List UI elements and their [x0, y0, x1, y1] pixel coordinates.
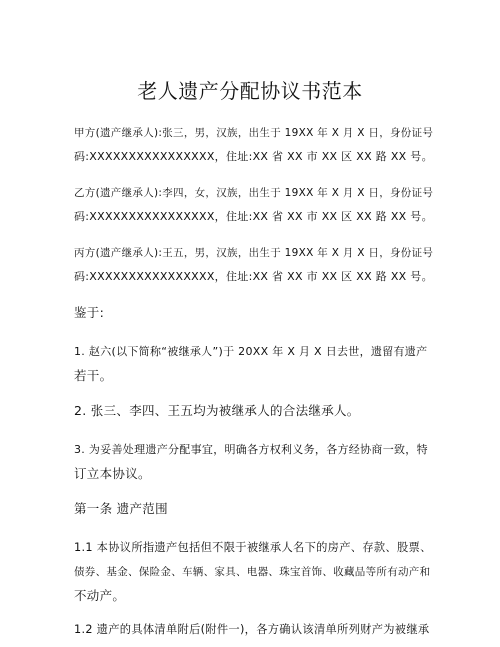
paragraph-party-c — [74, 241, 434, 289]
text-line: 甲方(遗产继承人):张三，男，汉族，出生于 19XX 年 X 月 X 日，身份证号 — [74, 127, 434, 139]
text-line: 若干。 — [74, 368, 113, 383]
paragraph-article-1-2 — [74, 618, 434, 642]
document-title: 老人遗产分配协议书范本 — [137, 79, 363, 103]
text-line: 不动产。 — [74, 588, 126, 603]
text-line: 码:XXXXXXXXXXXXXXXX，住址:XX 省 XX 市 XX 区 XX 路 XX 号。 — [74, 210, 433, 223]
text-line: 2. 张三、李四、王五均为被继承人的合法继承人。 — [74, 403, 360, 418]
text-line: 丙方(遗产继承人):王五，男，汉族，出生于 19XX 年 X 月 X 日，身份证号 — [74, 247, 434, 259]
paragraph-whereas — [74, 301, 434, 325]
text-line: 1.1 本协议所指遗产包括但不限于被继承人名下的房产、存款、股票、 — [74, 541, 432, 554]
text-line: 1. 赵六(以下简称“被继承人”)于 20XX 年 X 月 X 日去世，遗留有遗产 — [74, 345, 428, 358]
paragraph-clause-1 — [74, 340, 434, 388]
article-1-heading — [74, 497, 434, 521]
text-line: 订立本协议。 — [74, 466, 151, 481]
text-line: 1.2 遗产的具体清单附后(附件一)，各方确认该清单所列财产为被继承 — [74, 623, 430, 636]
text-line: 3. 为妥善处理遗产分配事宜，明确各方权利义务，各方经协商一致，特 — [74, 443, 428, 456]
paragraph-clause-2 — [74, 399, 434, 423]
text-line: 乙方(遗产继承人):李四，女，汉族，出生于 19XX 年 X 月 X 日，身份证号 — [74, 187, 434, 199]
text-line: 码:XXXXXXXXXXXXXXXX，住址:XX 省 XX 市 XX 区 XX 路 XX 号。 — [74, 270, 433, 283]
text-line: 债券、基金、保险金、车辆、家具、电器、珠宝首饰、收藏品等所有动产和 — [74, 566, 431, 578]
text-line: 码:XXXXXXXXXXXXXXXX，住址:XX 省 XX 市 XX 区 XX 路 XX 号。 — [74, 150, 433, 163]
paragraph-party-b — [74, 181, 434, 229]
paragraph-party-a — [74, 121, 434, 169]
paragraph-clause-3 — [74, 438, 434, 486]
text-line: 鉴于: — [74, 305, 105, 320]
paragraph-article-1-1 — [74, 536, 434, 608]
text-line: 第一条 遗产范围 — [74, 501, 168, 516]
